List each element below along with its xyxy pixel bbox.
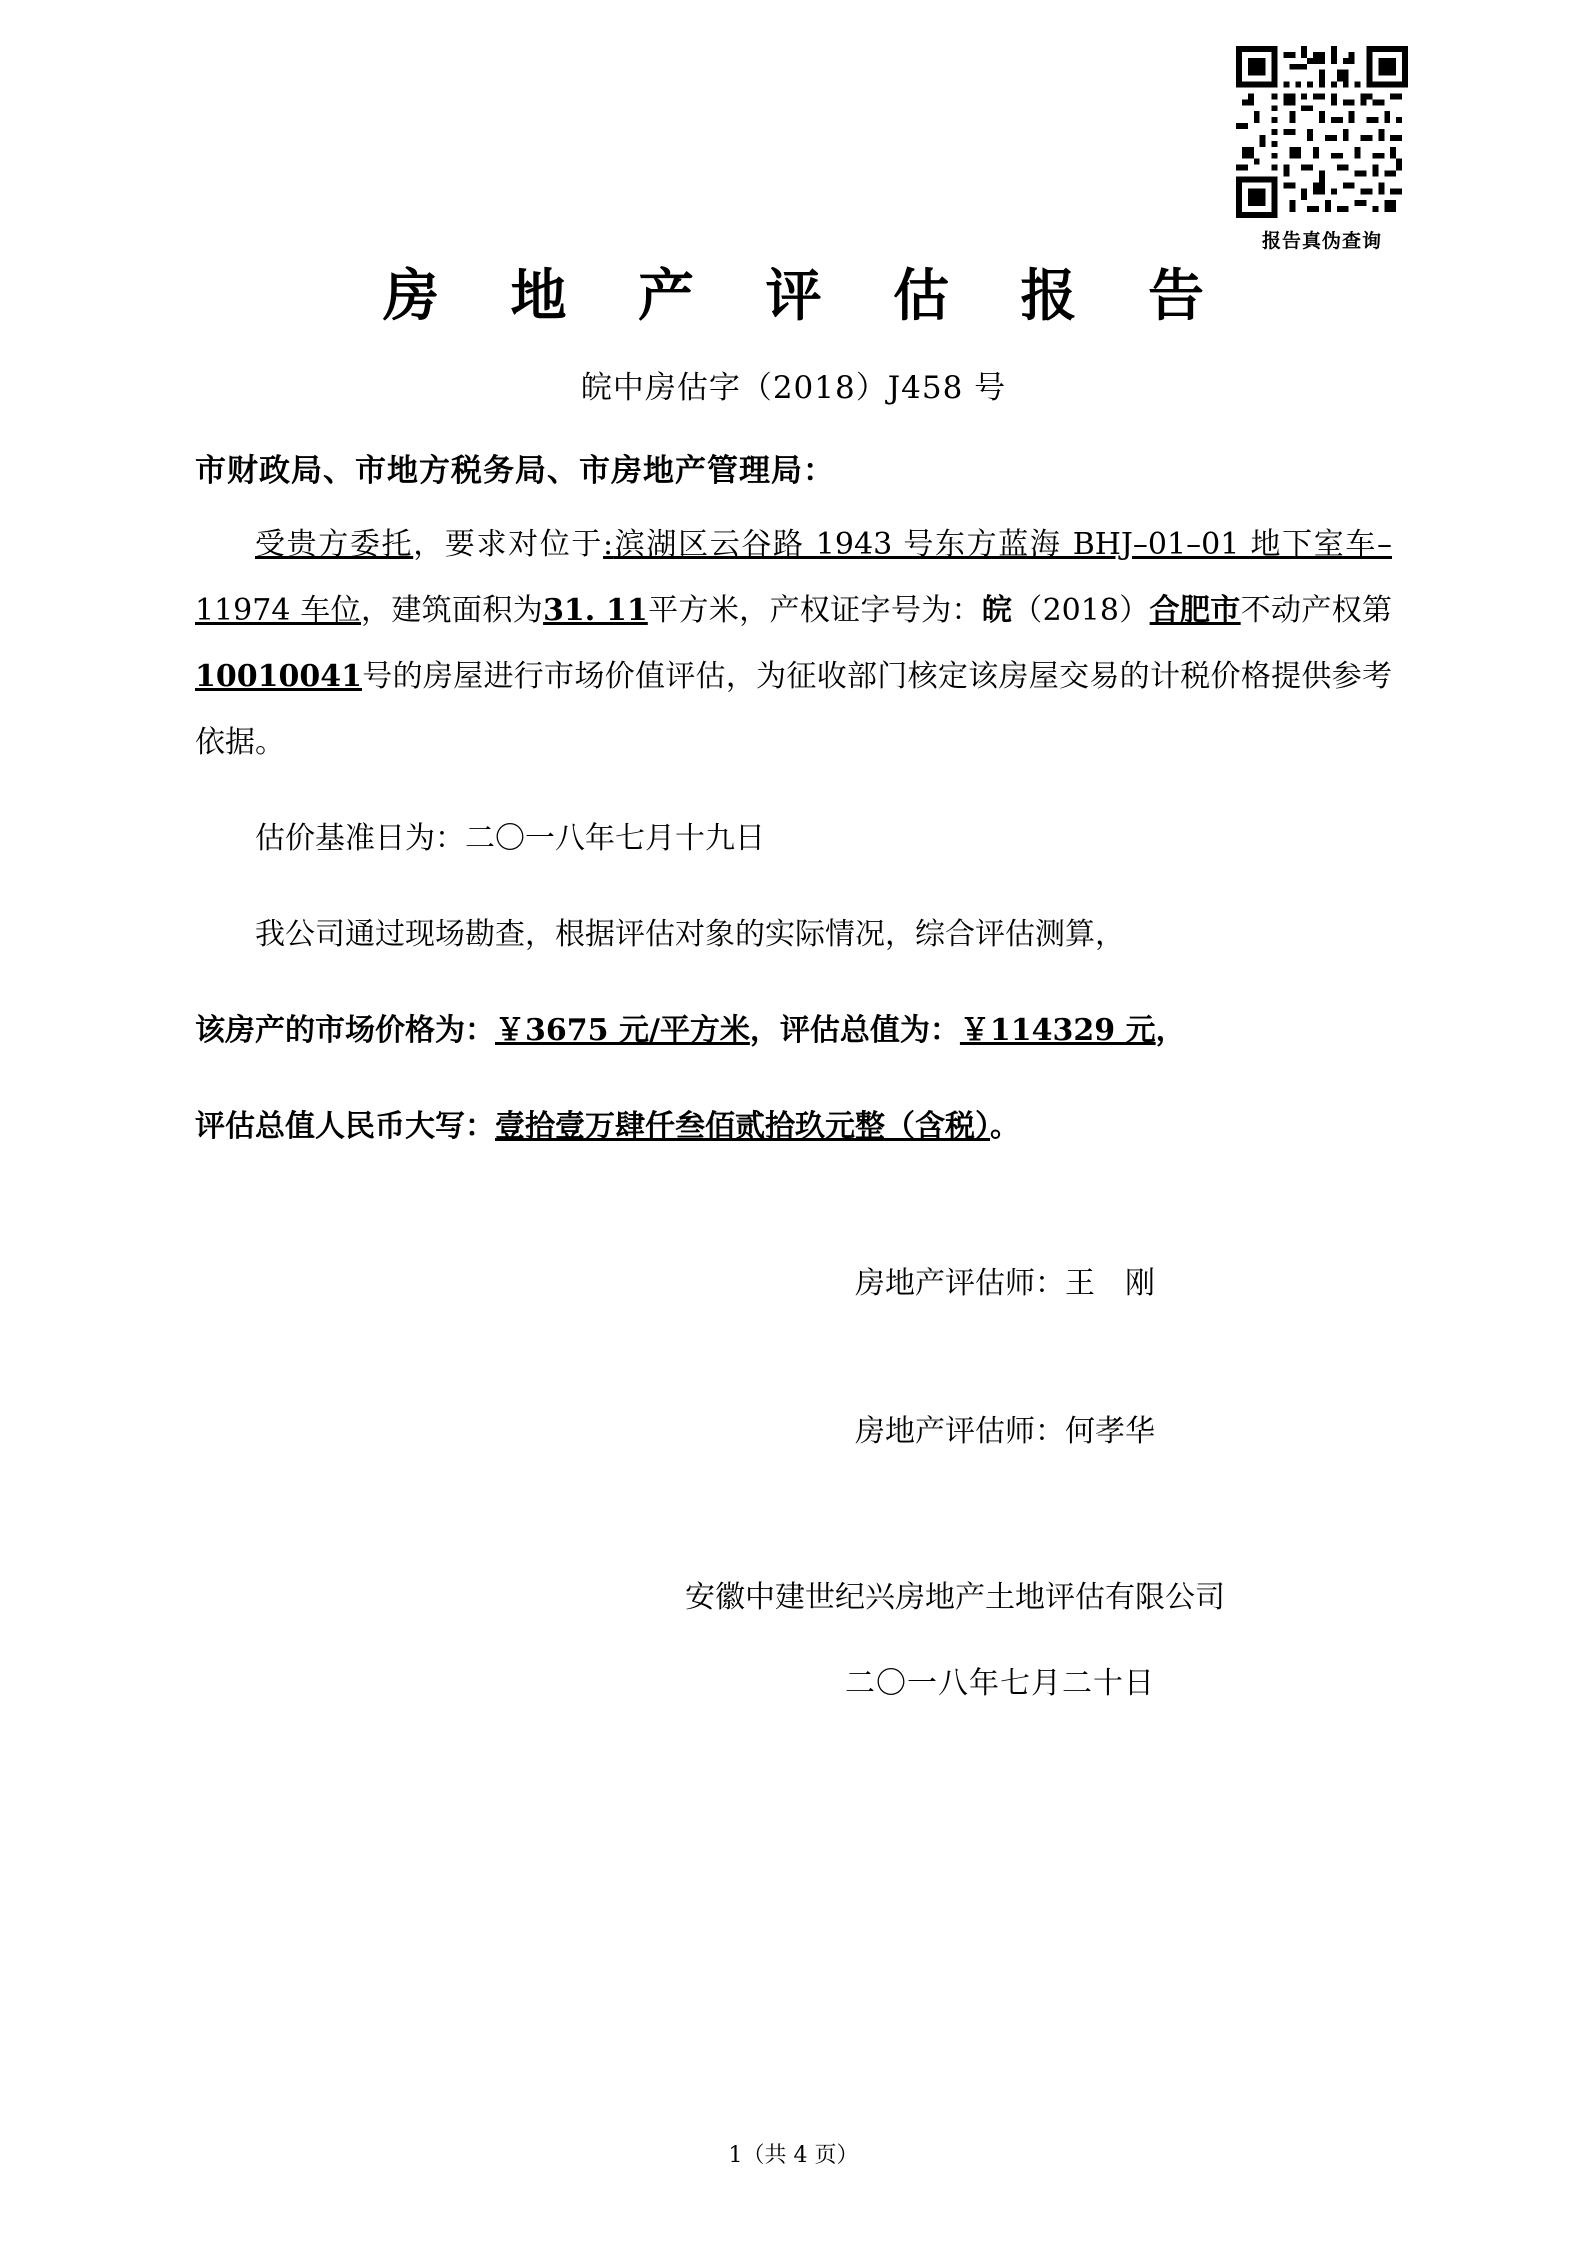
- building-area-value: 31. 11: [543, 593, 648, 628]
- qr-verification-block: [1232, 46, 1412, 253]
- commission-tail: 号的房屋进行市场价值评估，为征收部门核定该房屋交易的计税价格提供参考依据。: [195, 659, 1392, 760]
- commission-lead2: ，要求对位于: [413, 527, 604, 562]
- price-paragraph-tail: ，: [1155, 1013, 1186, 1048]
- total-price-value: ￥114329 元: [959, 1013, 1156, 1048]
- cert-prefix-text: 平方米，产权证字号为：: [647, 593, 982, 628]
- signature-block: [195, 1256, 1392, 1712]
- commission-paragraph: [195, 512, 1392, 776]
- cert-number: 10010041: [195, 659, 362, 694]
- appraiser-two: 房地产评估师：何孝华: [855, 1414, 1155, 1449]
- property-address: 滨湖区云谷路 1943 号东方蓝海 BHJ–01–01 地下室车–11974 车位: [195, 527, 1393, 628]
- cert-mid-text: 不动产权第: [1240, 593, 1393, 628]
- unit-price-value: ￥3675 元/平方米: [495, 1013, 750, 1048]
- commission-colon: :: [603, 527, 614, 562]
- survey-paragraph: 我公司通过现场勘查，根据评估对象的实际情况，综合评估测算，: [255, 917, 1125, 952]
- valuation-date-paragraph: 估价基准日为：二〇一八年七月十九日: [255, 821, 765, 856]
- company-name: 安徽中建世纪兴房地产土地评估有限公司: [685, 1580, 1225, 1615]
- amount-words-tail: 。: [990, 1109, 1020, 1144]
- appraiser-one: 房地产评估师：王 刚: [855, 1266, 1155, 1301]
- addressee-line: 市财政局、市地方税务局、市房地产管理局：: [195, 453, 835, 489]
- cert-province: 皖: [981, 593, 1013, 628]
- qr-code-icon: [1236, 46, 1408, 218]
- commission-lead: 受贵方委托: [255, 527, 414, 562]
- amount-words-label: 评估总值人民币大写：: [195, 1109, 495, 1144]
- total-price-label: ，评估总值为：: [749, 1013, 960, 1048]
- cert-city: 合肥市: [1149, 593, 1241, 628]
- document-number: 皖中房估字（2018）J458 号: [580, 370, 1007, 406]
- area-prefix: ，建筑面积为: [361, 593, 544, 628]
- qr-caption: 报告真伪查询: [1261, 230, 1382, 252]
- page-footer: 1（共 4 页）: [728, 2143, 859, 2168]
- amount-words-value: 壹拾壹万肆仟叁佰贰拾玖元整（含税）: [495, 1109, 990, 1144]
- unit-price-label: 该房产的市场价格为：: [195, 1013, 495, 1048]
- page-title: 房 地 产 评 估 报 告: [383, 263, 1230, 329]
- price-paragraph: [195, 998, 1392, 1064]
- amount-words-paragraph: [195, 1094, 1392, 1160]
- cert-year: （2018）: [1012, 593, 1150, 628]
- report-date: 二〇一八年七月二十日: [845, 1666, 1155, 1701]
